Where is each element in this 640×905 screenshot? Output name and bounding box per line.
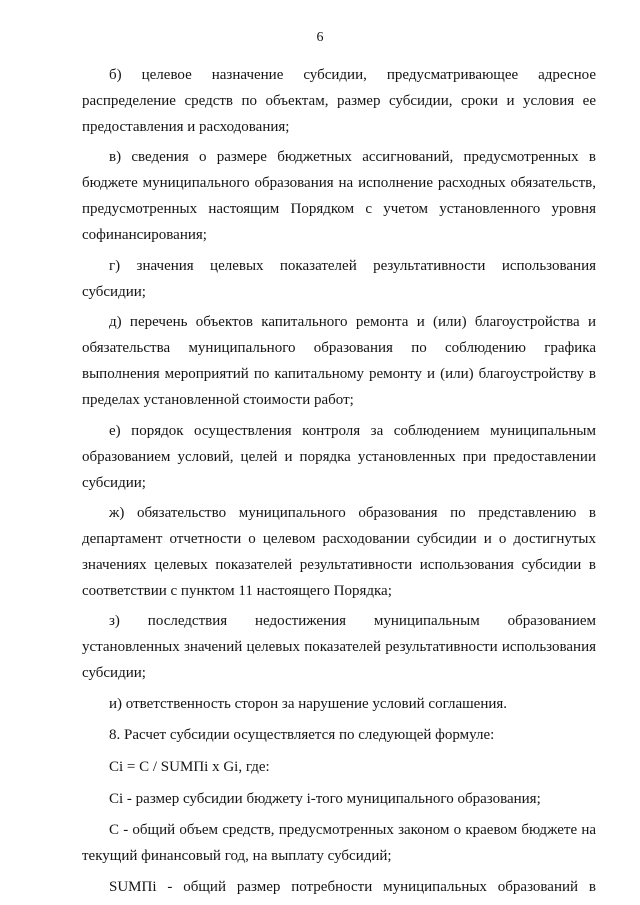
definition-sumpi: SUMПi - общий размер потребности муниципальных образований в bbox=[109, 878, 596, 895]
paragraph-v: в) сведения о размере бюджетных ассигнований, предусмотренных в бюджете муниципального образования на исполнение расходных обязательств, предусмотренных настоящим Порядком с учетом установленного уровня софинансирования; bbox=[82, 149, 596, 244]
paragraph-b: б) целевое назначение субсидии, предусматривающее адресное распределение средств по объектам, размер субсидии, сроки и условия ее предоставления и расходования; bbox=[82, 67, 596, 135]
formula-line: Ci = C / SUMПi x Gi, где: bbox=[109, 758, 270, 775]
definition-ci: Ci - размер субсидии бюджету i-того муниципального образования; bbox=[109, 790, 541, 807]
paragraph-i: и) ответственность сторон за нарушение условий соглашения. bbox=[109, 695, 508, 712]
paragraph-e: е) порядок осуществления контроля за соблюдением муниципальным образованием условий, целей и порядка установленных при предоставлении субсидии; bbox=[82, 422, 596, 491]
paragraph-g: г) значения целевых показателей результативности использования субсидии; bbox=[82, 257, 596, 300]
paragraph-d: д) перечень объектов капитального ремонта и (или) благоустройства и обязательства муниципального образования по соблюдению графика выполнения мероприятий по капитальному ремонту и (или) благоустройству в пределах установленной стоимости работ; bbox=[82, 314, 596, 409]
paragraph-8-heading: 8. Расчет субсидии осуществляется по следующей формуле: bbox=[109, 727, 495, 744]
paragraph-z: з) последствия недостижения муниципальным образованием установленных значений целевых показателей результативности использования субсидии; bbox=[82, 613, 596, 682]
page-number: 6 bbox=[316, 30, 324, 45]
paragraph-zh: ж) обязательство муниципального образования по представлению в департамент отчетности о целевом расходовании субсидии и о достигнутых значениях целевых показателей результативности использования субсидии в соответствии с пунктом 11 настоящего Порядка; bbox=[82, 504, 596, 599]
document-body bbox=[82, 62, 596, 904]
definition-c: C - общий объем средств, предусмотренных законом о краевом бюджете на текущий финансовый год, на выплату субсидий; bbox=[82, 822, 596, 865]
